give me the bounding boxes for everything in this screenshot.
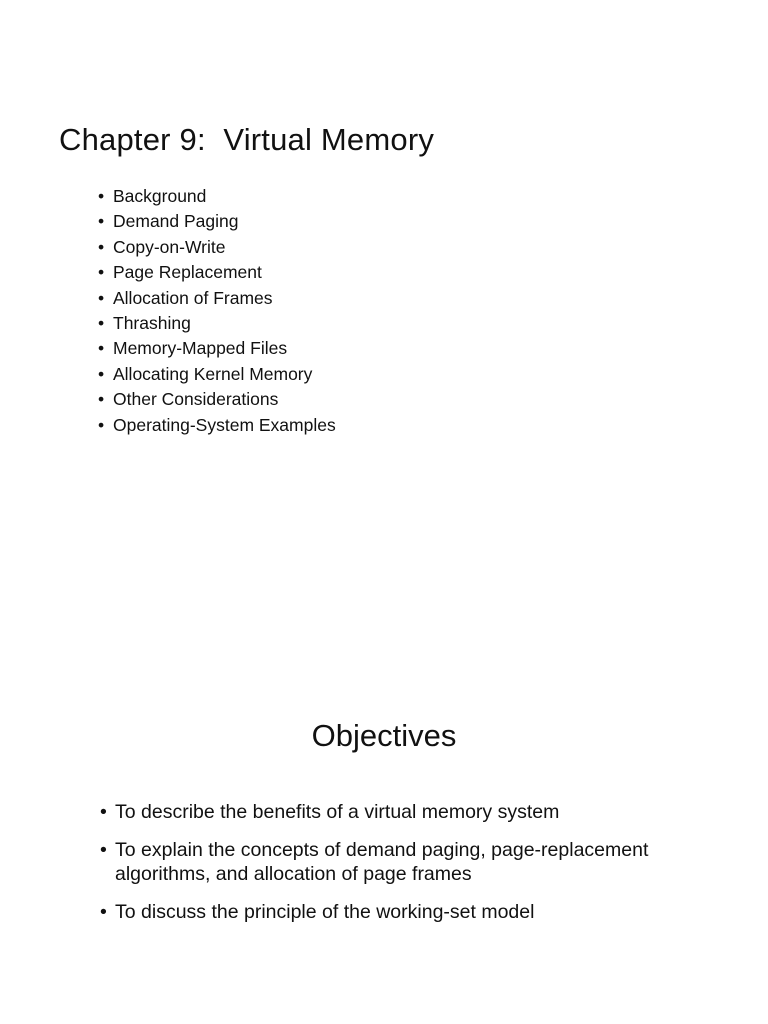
list-item xyxy=(98,235,336,260)
objectives-list xyxy=(100,800,660,938)
list-item-text: Other Considerations xyxy=(113,389,279,410)
list-item-text: Thrashing xyxy=(113,312,191,333)
list-item xyxy=(98,336,336,361)
bullet-icon: • xyxy=(98,414,105,435)
list-item xyxy=(98,311,336,336)
list-item xyxy=(98,184,336,209)
list-item-text: Background xyxy=(113,186,207,206)
bullet-icon: • xyxy=(98,287,105,308)
slide-title: Chapter 9: Virtual Memory xyxy=(59,122,435,157)
bullet-icon: • xyxy=(98,262,105,283)
list-item-text: Copy-on-Write xyxy=(113,236,226,257)
bullet-icon: • xyxy=(98,236,105,257)
list-item-text: Memory-Mapped Files xyxy=(113,338,288,359)
slide-objectives xyxy=(0,512,768,1024)
slide-title: Objectives xyxy=(311,718,457,753)
list-item-text: To explain the concepts of demand paging, page-replacement algorithms, and allocation of page frames xyxy=(115,839,649,885)
topic-list xyxy=(98,184,336,438)
list-item-text: Page Replacement xyxy=(113,262,262,283)
bullet-icon: • xyxy=(100,801,107,823)
list-item xyxy=(98,260,336,285)
list-item xyxy=(98,387,336,412)
list-item-text: Allocation of Frames xyxy=(113,287,273,308)
bullet-icon: • xyxy=(98,312,105,333)
list-item-text: Allocating Kernel Memory xyxy=(113,363,313,384)
bullet-icon: • xyxy=(98,363,105,384)
list-item xyxy=(98,286,336,311)
list-item xyxy=(100,838,660,886)
bullet-icon: • xyxy=(98,211,105,232)
list-item xyxy=(98,362,336,387)
bullet-icon: • xyxy=(100,901,107,923)
list-item xyxy=(98,209,336,234)
bullet-icon: • xyxy=(98,389,105,410)
list-item-text: To describe the benefits of a virtual memory system xyxy=(115,801,560,823)
bullet-icon: • xyxy=(98,338,105,359)
list-item-text: Operating-System Examples xyxy=(113,414,336,435)
list-item-text: Demand Paging xyxy=(113,211,239,232)
bullet-icon: • xyxy=(98,186,105,206)
list-item xyxy=(100,900,660,924)
bullet-icon: • xyxy=(100,839,107,861)
list-item xyxy=(100,800,660,824)
list-item xyxy=(98,413,336,438)
list-item-text: To discuss the principle of the working-set model xyxy=(115,901,535,923)
